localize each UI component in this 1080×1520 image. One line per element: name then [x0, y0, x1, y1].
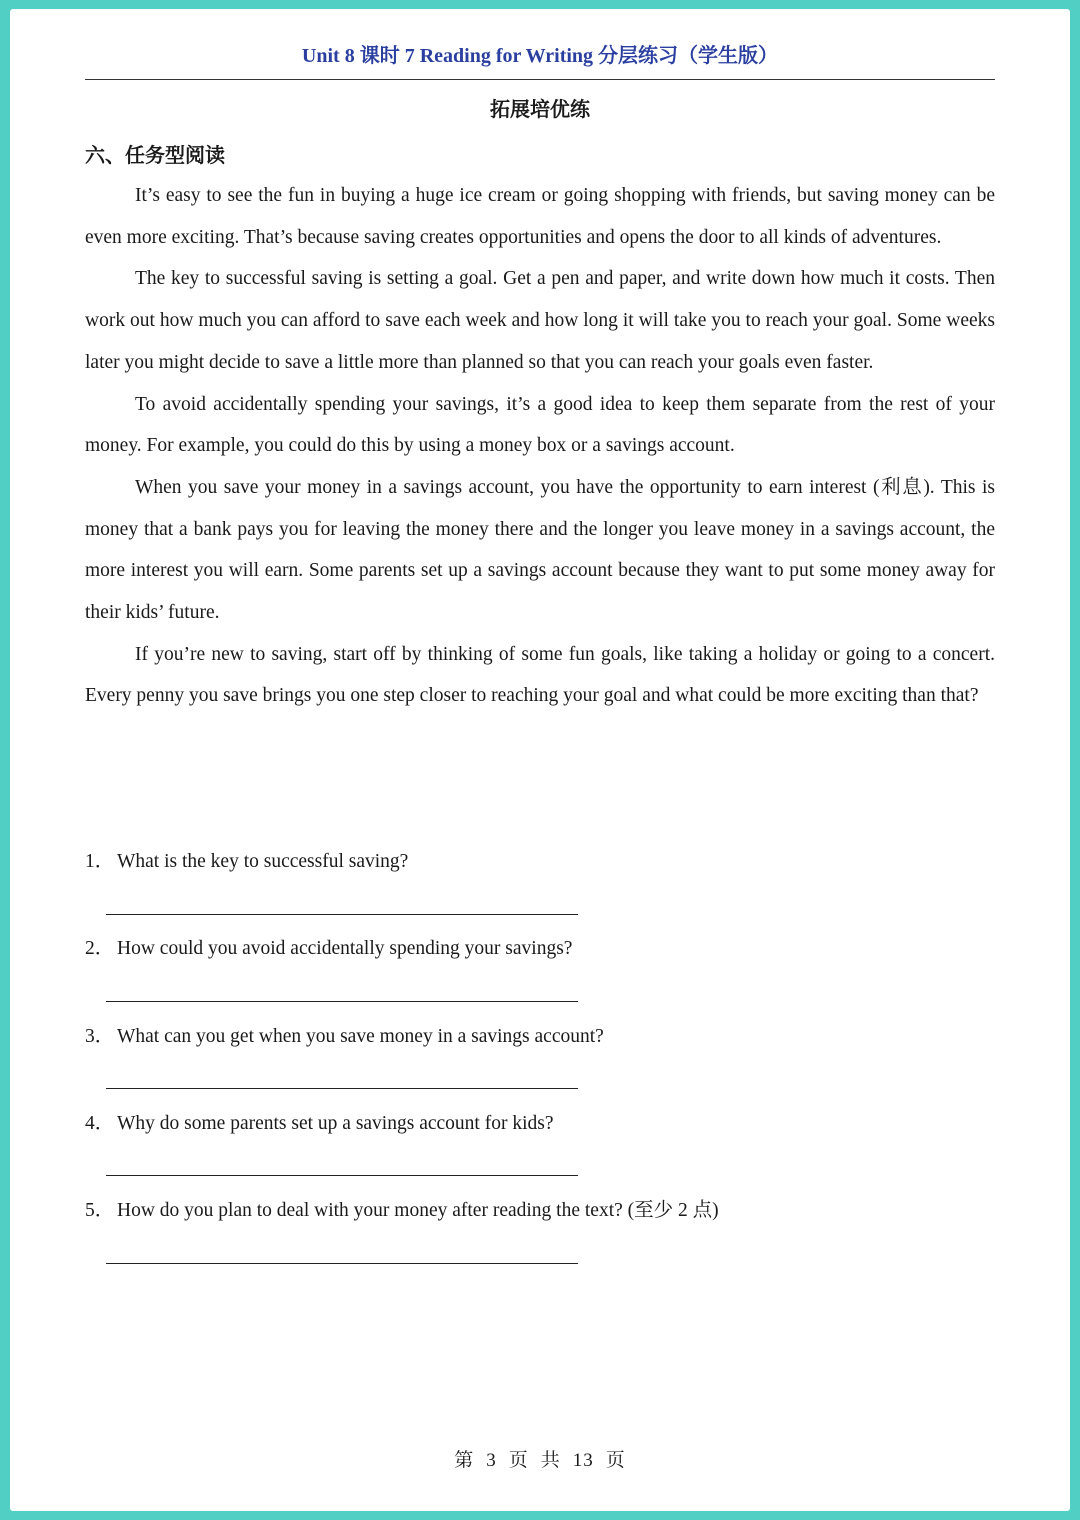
passage-paragraph: If you’re new to saving, start off by thinking of some fun goals, like taking a holiday or going to a concert. Every penny you save brings you one step closer to reaching your goal and what could be more exciting than that?: [85, 643, 995, 707]
question-1: [85, 847, 995, 877]
footer-page-word: 第: [454, 1450, 475, 1471]
passage-paragraph: To avoid accidentally spending your savings, it’s a good idea to keep them separate from the rest of your money. For example, you could do this by using a money box or a savings account.: [85, 393, 995, 457]
question-text: How do you plan to deal with your money after reading the text? (至少 2 点): [117, 1200, 719, 1221]
question-4: [85, 1109, 995, 1139]
answer-line-3[interactable]: [106, 1088, 578, 1089]
header-divider: [85, 79, 995, 80]
answer-line-1[interactable]: [106, 914, 578, 915]
answer-line-5[interactable]: [106, 1263, 578, 1264]
question-2: [85, 934, 995, 964]
footer-page-number: 3: [486, 1450, 497, 1471]
part-title: 六、任务型阅读: [85, 145, 225, 167]
footer-total-number: 13: [572, 1450, 594, 1471]
question-number: 3．: [85, 1026, 115, 1047]
question-text: What is the key to successful saving?: [117, 851, 409, 872]
answer-line-2[interactable]: [106, 1001, 578, 1002]
page-header-title: Unit 8 课时 7 Reading for Writing 分层练习（学生版）: [301, 45, 779, 67]
question-5: [85, 1196, 995, 1226]
question-number: 4．: [85, 1113, 115, 1134]
question-number: 2．: [85, 938, 115, 959]
passage-paragraph: It’s easy to see the fun in buying a huge ice cream or going shopping with friends, but saving money can be even more exciting. That’s because saving creates opportunities and opens the door to all kinds of adventures.: [85, 185, 995, 248]
question-number: 1．: [85, 851, 115, 872]
passage-paragraph: When you save your money in a savings account, you have the opportunity to earn interest (利息). This is money that a bank pays you for leaving the money there and the longer you leave money in a savings account, the more interest you will earn. Some parents set up a savings account because they want to put some money away for their kids’ future.: [85, 476, 995, 624]
footer-page-unit: 页: [508, 1450, 529, 1471]
reading-passage: [85, 175, 995, 717]
worksheet-page: [10, 9, 1070, 1511]
section-title: 拓展培优练: [490, 99, 590, 121]
passage-paragraph: The key to successful saving is setting a goal. Get a pen and paper, and write down how much it costs. Then work out how much you can afford to save each week and how long it will take you to reach your goal. Some weeks later you might decide to save a little more than planned so that you can reach your goals even faster.: [85, 268, 995, 373]
page-footer: [10, 1445, 1070, 1472]
question-text: How could you avoid accidentally spending your savings?: [117, 938, 573, 959]
footer-total-unit: 页: [605, 1450, 626, 1471]
answer-line-4[interactable]: [106, 1175, 578, 1176]
question-number: 5．: [85, 1200, 115, 1221]
question-3: [85, 1022, 995, 1052]
footer-total-word: 共: [540, 1450, 561, 1471]
question-text: Why do some parents set up a savings account for kids?: [117, 1113, 554, 1134]
question-text: What can you get when you save money in a savings account?: [117, 1026, 604, 1047]
